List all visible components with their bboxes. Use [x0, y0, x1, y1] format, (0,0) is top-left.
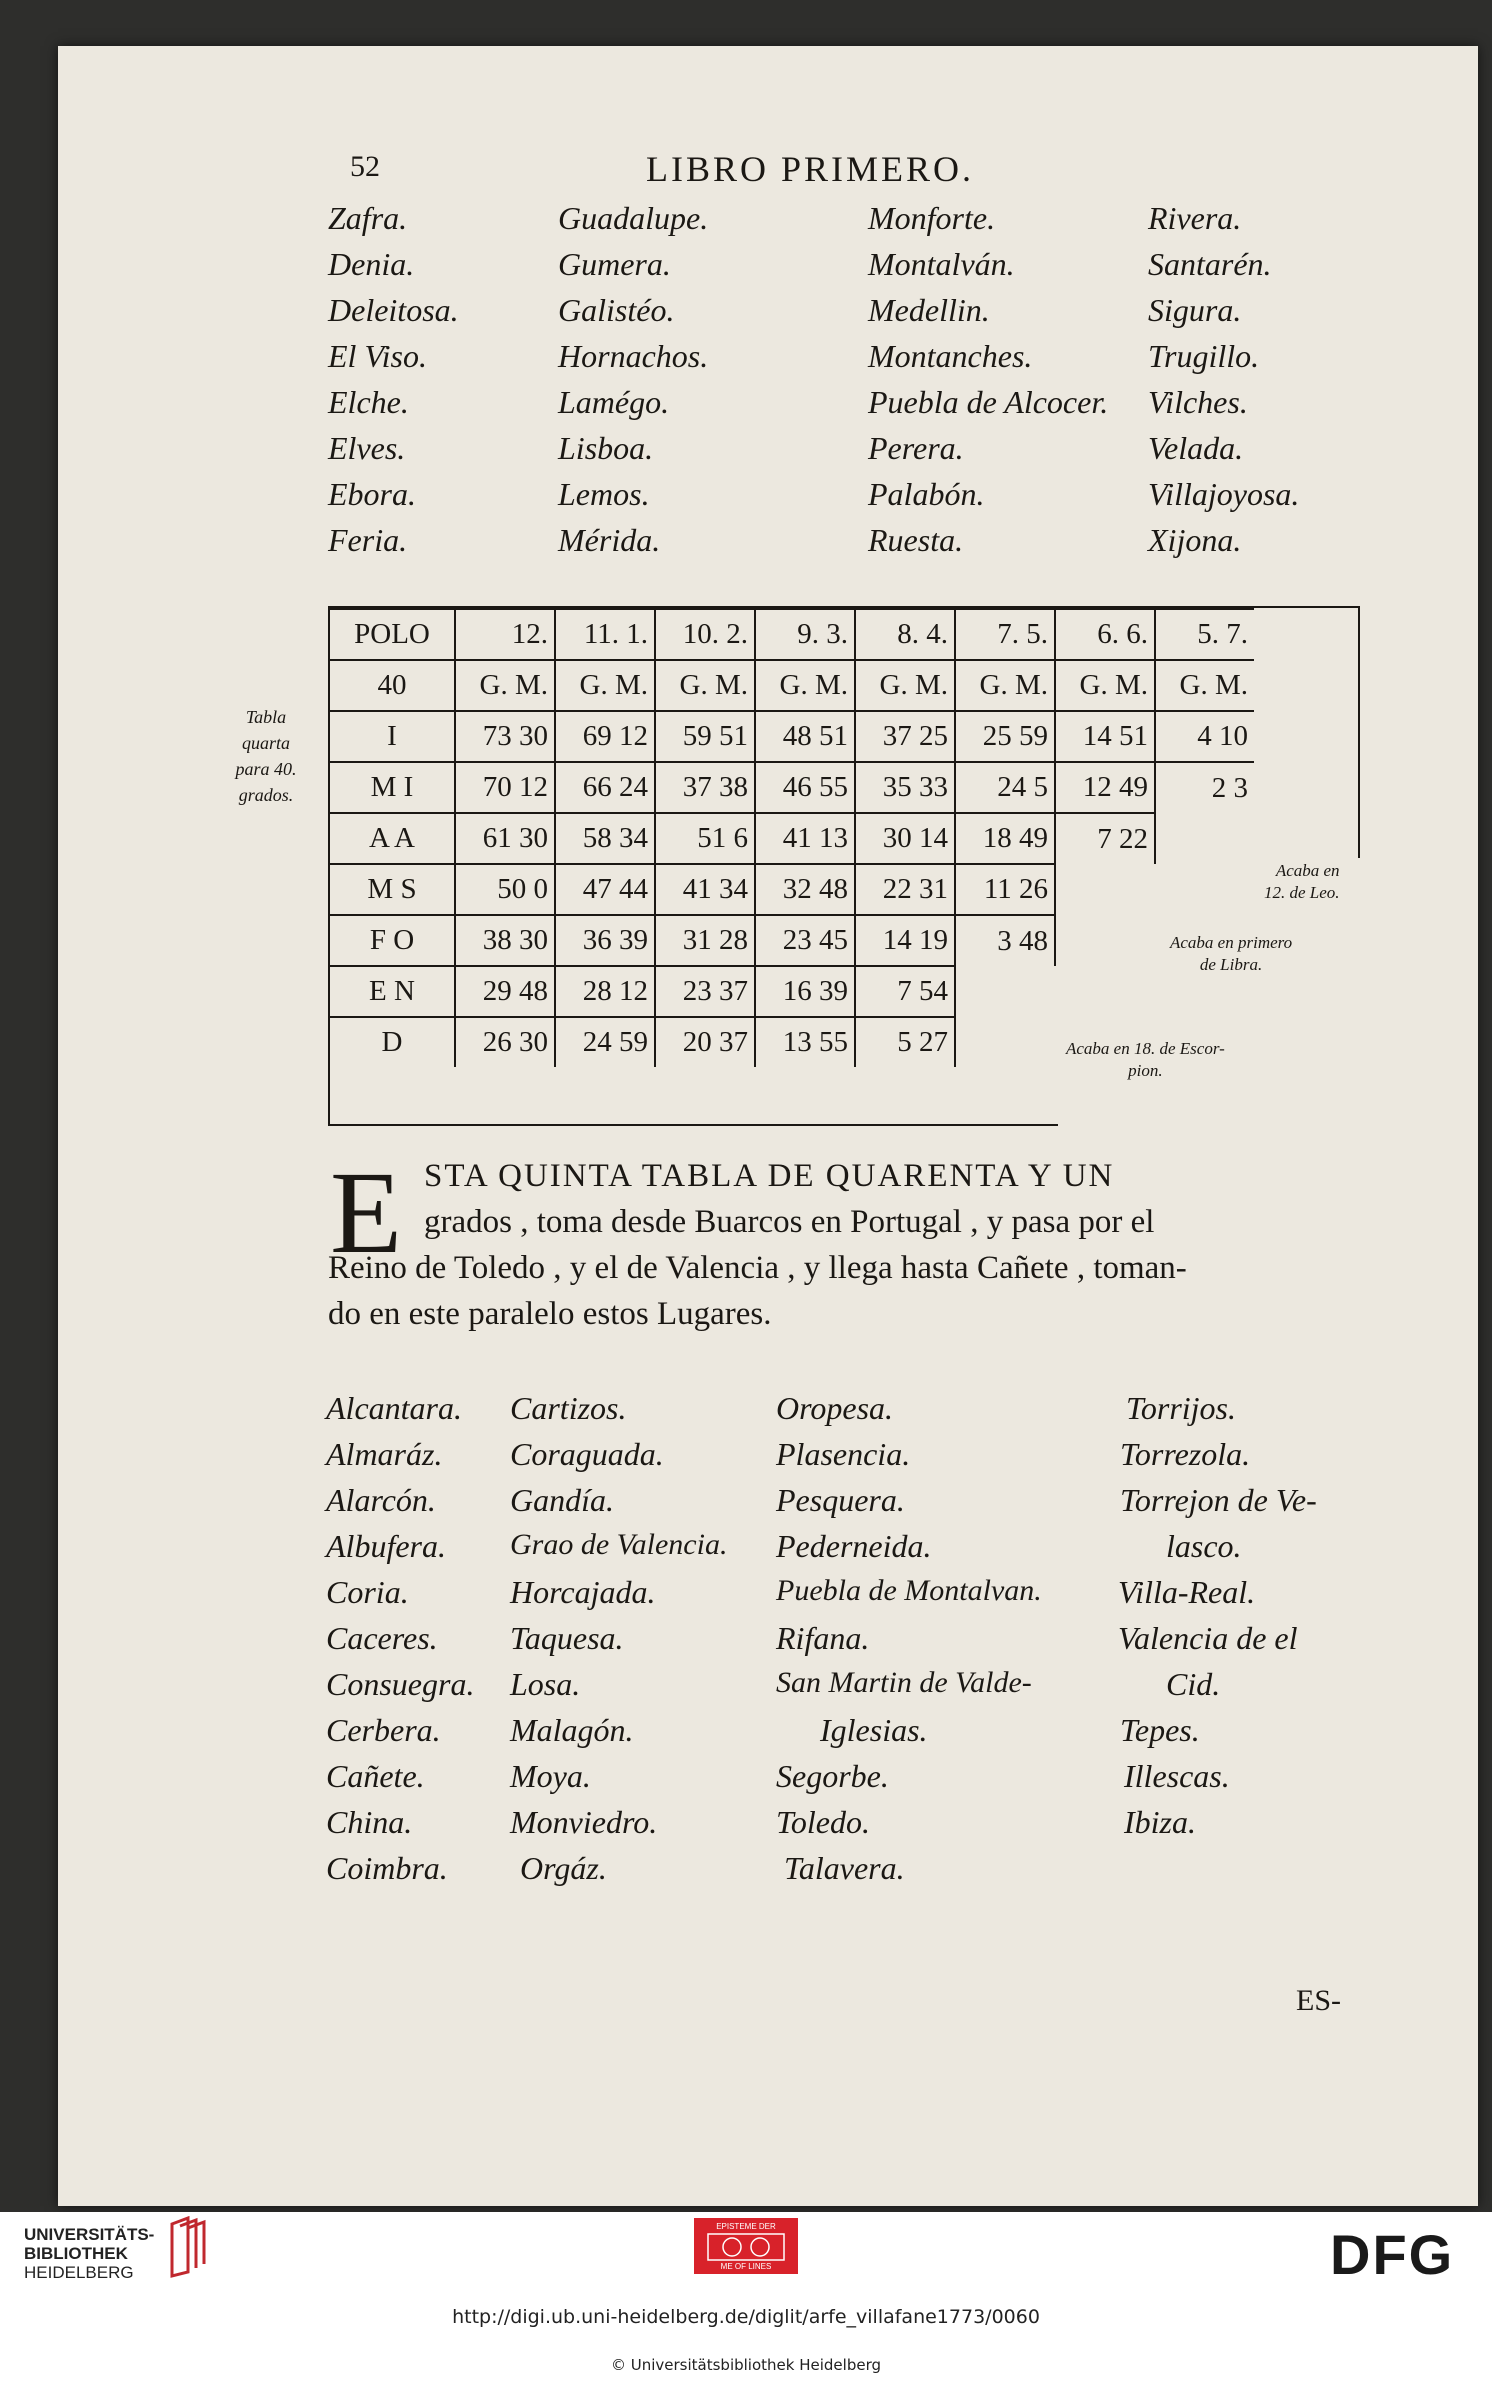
table-bottom-rule [328, 1124, 1058, 1126]
place-name: Ruesta. [868, 522, 964, 558]
episteme-logo[interactable] [694, 2218, 798, 2274]
place-name: Talavera. [784, 1850, 905, 1886]
table-cell: 32 48 [755, 864, 855, 915]
table-cell: 66 24 [555, 762, 655, 813]
place-name: Villajoyosa. [1148, 476, 1300, 512]
place-name: Medellin. [868, 292, 990, 328]
table-row-label: E N [330, 966, 455, 1017]
place-name: Caceres. [326, 1620, 438, 1656]
table-cell: 29 48 [455, 966, 555, 1017]
table-row [330, 966, 1254, 1017]
drop-cap: E [330, 1147, 403, 1278]
table-cell: 8. 4. [855, 609, 955, 660]
table-cell: 31 28 [655, 915, 755, 966]
table-cell: 12. [455, 609, 555, 660]
place-name: Ibiza. [1124, 1804, 1196, 1840]
table-cell: 5. 7. [1155, 609, 1254, 660]
table-header-cell: G. M. [955, 660, 1055, 711]
place-name: Cañete. [326, 1758, 425, 1794]
table-empty-cell [1155, 864, 1254, 915]
place-name: Zafra. [328, 200, 408, 236]
table-cell: 22 31 [855, 864, 955, 915]
place-name: Montanches. [868, 338, 1033, 374]
place-name: Santarén. [1148, 246, 1272, 282]
table-note-escorpion [1066, 1038, 1225, 1082]
table-row [330, 762, 1254, 813]
side-note-line: para 40. [235, 759, 297, 779]
place-name: Pesquera. [776, 1482, 905, 1518]
place-name: Torrijos. [1126, 1390, 1236, 1426]
place-name: Rifana. [776, 1620, 870, 1656]
place-name: Guadalupe. [558, 200, 709, 236]
place-name: Cartizos. [510, 1390, 627, 1426]
table-cell: 41 13 [755, 813, 855, 864]
place-name: Rivera. [1148, 200, 1242, 236]
table-cell: 50 0 [455, 864, 555, 915]
table-row [330, 813, 1254, 864]
table-cell: 20 37 [655, 1017, 755, 1067]
table-cell: 18 49 [955, 813, 1055, 864]
table-cell: 10. 2. [655, 609, 755, 660]
table-row-label: I [330, 711, 455, 762]
table-cell: 23 45 [755, 915, 855, 966]
note-line: Acaba en 18. de Escor- [1066, 1039, 1225, 1058]
table-note-libra [1170, 932, 1292, 976]
place-name: Gandía. [510, 1482, 614, 1518]
place-name: Malagón. [510, 1712, 634, 1748]
paragraph-line: do en este paralelo estos Lugares. [328, 1296, 772, 1332]
table-empty-cell [955, 966, 1055, 1017]
catchword: ES- [1296, 1984, 1341, 2017]
ub-logo-line: BIBLIOTHEK [24, 2244, 128, 2263]
place-name: Villa-Real. [1118, 1574, 1256, 1610]
paragraph-line: grados , toma desde Buarcos en Portugal , y pasa por el [424, 1204, 1155, 1240]
ub-logo-line: UNIVERSITÄTS- [24, 2225, 155, 2244]
table-row [330, 660, 1254, 711]
table-cell: 37 38 [655, 762, 755, 813]
table-cell: 7 22 [1055, 813, 1155, 864]
paragraph-line: STA QUINTA TABLA DE QUARENTA Y UN [424, 1158, 1115, 1194]
place-name: Pederneida. [776, 1528, 932, 1564]
place-name: Illescas. [1124, 1758, 1230, 1794]
table-cell: 58 34 [555, 813, 655, 864]
episteme-logo-text: ME OF LINES [720, 2262, 772, 2271]
side-note [214, 704, 318, 808]
table-header-cell: G. M. [655, 660, 755, 711]
table-row-label: M I [330, 762, 455, 813]
place-name: Feria. [328, 522, 408, 558]
table-cell: 3 48 [955, 915, 1055, 966]
place-name: Lisboa. [558, 430, 654, 466]
place-name: Torrejon de Ve- [1120, 1482, 1317, 1518]
place-name: Toledo. [776, 1804, 870, 1840]
ub-bookmark-icon [168, 2216, 208, 2278]
table-row [330, 711, 1254, 762]
note-line: de Libra. [1199, 955, 1263, 974]
place-name: Alarcón. [326, 1482, 436, 1518]
table-row-label: A A [330, 813, 455, 864]
table-empty-cell [1055, 915, 1155, 966]
place-name: Consuegra. [326, 1666, 475, 1702]
table-empty-cell [1155, 813, 1254, 864]
latitude-table [330, 608, 1254, 1067]
table-header-cell: G. M. [555, 660, 655, 711]
table-header-cell: G. M. [855, 660, 955, 711]
table-empty-cell [1055, 966, 1155, 1017]
place-name: Almaráz. [326, 1436, 443, 1472]
place-name: Vilches. [1148, 384, 1248, 420]
table-cell: 7. 5. [955, 609, 1055, 660]
note-line: Acaba en primero [1170, 933, 1293, 952]
place-name: Segorbe. [776, 1758, 889, 1794]
table-cell: 35 33 [855, 762, 955, 813]
table-cell: 41 34 [655, 864, 755, 915]
place-name: Cid. [1166, 1666, 1221, 1702]
table-cell: 61 30 [455, 813, 555, 864]
permalink-url[interactable]: http://digi.ub.uni-heidelberg.de/diglit/arfe_villafane1773/0060 [452, 2306, 1040, 2328]
side-note-line: Tabla [245, 707, 287, 727]
place-name: Puebla de Montalvan. [776, 1574, 1042, 1607]
place-name: Iglesias. [820, 1712, 928, 1748]
place-name: Gumera. [558, 246, 671, 282]
table-cell: 51 6 [655, 813, 755, 864]
table-empty-cell [1055, 864, 1155, 915]
place-name: Hornachos. [558, 338, 709, 374]
place-name: lasco. [1166, 1528, 1242, 1564]
place-name: Ebora. [328, 476, 416, 512]
table-cell: 14 51 [1055, 711, 1155, 762]
table-row-label: M S [330, 864, 455, 915]
note-line: pion. [1128, 1061, 1163, 1080]
table-right-rule [1358, 606, 1360, 858]
table-cell: 37 25 [855, 711, 955, 762]
table-cell: 13 55 [755, 1017, 855, 1067]
side-note-line: grados. [238, 785, 294, 805]
table-cell: 25 59 [955, 711, 1055, 762]
place-name: Perera. [868, 430, 964, 466]
table-cell: 24 59 [555, 1017, 655, 1067]
table-header-cell: G. M. [755, 660, 855, 711]
place-name: Grao de Valencia. [510, 1528, 728, 1561]
place-name: Albufera. [326, 1528, 446, 1564]
copyright-notice: © Universitätsbibliothek Heidelberg [610, 2356, 881, 2374]
place-name: Alcantara. [326, 1390, 462, 1426]
table-cell: 11 26 [955, 864, 1055, 915]
table-corner-bottom: 40 [330, 660, 455, 711]
place-name: Velada. [1148, 430, 1244, 466]
table-cell: 4 10 [1155, 711, 1254, 762]
place-name: Monforte. [868, 200, 996, 236]
table-note-leo [1264, 860, 1340, 904]
place-name: Taquesa. [510, 1620, 624, 1656]
table-cell: 28 12 [555, 966, 655, 1017]
place-name: Losa. [510, 1666, 581, 1702]
place-name: Galistéo. [558, 292, 675, 328]
table-cell: 73 30 [455, 711, 555, 762]
table-row [330, 864, 1254, 915]
place-name: Sigura. [1148, 292, 1242, 328]
place-name: Elche. [328, 384, 409, 420]
place-name: Elves. [328, 430, 406, 466]
table-row [330, 915, 1254, 966]
table-cell: 48 51 [755, 711, 855, 762]
table-row-label: F O [330, 915, 455, 966]
note-line: Acaba en [1275, 861, 1340, 880]
table-cell: 36 39 [555, 915, 655, 966]
ub-logo-line: HEIDELBERG [24, 2263, 134, 2282]
table-cell: 59 51 [655, 711, 755, 762]
place-name: Denia. [328, 246, 415, 282]
place-name: Tepes. [1120, 1712, 1200, 1748]
episteme-logo-text: EPISTEME DER [716, 2222, 776, 2231]
running-head: LIBRO PRIMERO. [646, 149, 975, 189]
page-number: 52 [350, 150, 380, 183]
place-name: Coraguada. [510, 1436, 664, 1472]
paragraph-line: Reino de Toledo , y el de Valencia , y llega hasta Cañete , toman- [328, 1250, 1187, 1286]
place-name: Monviedro. [510, 1804, 658, 1840]
table-cell: 38 30 [455, 915, 555, 966]
table-cell: 6. 6. [1055, 609, 1155, 660]
ub-heidelberg-logo[interactable] [24, 2225, 154, 2282]
table-cell: 2 3 [1155, 762, 1254, 813]
table-cell: 30 14 [855, 813, 955, 864]
table-cell: 14 19 [855, 915, 955, 966]
book-page [58, 46, 1478, 2206]
place-name: Horcajada. [510, 1574, 656, 1610]
place-name: Palabón. [868, 476, 985, 512]
table-corner-top: POLO [330, 609, 455, 660]
table-cell: 47 44 [555, 864, 655, 915]
place-name: Plasencia. [776, 1436, 911, 1472]
table-cell: 26 30 [455, 1017, 555, 1067]
place-name: Valencia de el [1118, 1620, 1298, 1656]
place-name: Coimbra. [326, 1850, 448, 1886]
side-note-line: quarta [241, 733, 290, 753]
table-cell: 11. 1. [555, 609, 655, 660]
table-cell: 16 39 [755, 966, 855, 1017]
table-empty-cell [955, 1017, 1055, 1067]
place-name: Trugillo. [1148, 338, 1260, 374]
table-cell: 9. 3. [755, 609, 855, 660]
place-name: Lemos. [558, 476, 650, 512]
place-name: Orgáz. [520, 1850, 607, 1886]
table-cell: 69 12 [555, 711, 655, 762]
place-name: San Martin de Valde- [776, 1666, 1032, 1699]
place-name: Cerbera. [326, 1712, 441, 1748]
place-name: China. [326, 1804, 413, 1840]
place-name: Moya. [510, 1758, 591, 1794]
place-name: Coria. [326, 1574, 409, 1610]
table-header-cell: G. M. [1055, 660, 1155, 711]
place-name: Torrezola. [1120, 1436, 1251, 1472]
table-row [330, 609, 1254, 660]
table-row-label: D [330, 1017, 455, 1067]
table-cell: 24 5 [955, 762, 1055, 813]
place-name: Lamégo. [558, 384, 670, 420]
dfg-logo[interactable]: DFG [1330, 2223, 1455, 2286]
place-name: Puebla de Alcocer. [868, 384, 1109, 420]
table-cell: 23 37 [655, 966, 755, 1017]
place-name: Oropesa. [776, 1390, 894, 1426]
table-cell: 46 55 [755, 762, 855, 813]
place-name: Xijona. [1148, 522, 1242, 558]
place-name: Deleitosa. [328, 292, 459, 328]
table-cell: 70 12 [455, 762, 555, 813]
place-name: Mérida. [558, 522, 661, 558]
table-header-cell: G. M. [455, 660, 555, 711]
note-line: 12. de Leo. [1264, 883, 1340, 902]
place-name: El Viso. [328, 338, 427, 374]
place-name: Montalván. [868, 246, 1015, 282]
table-cell: 5 27 [855, 1017, 955, 1067]
table-cell: 12 49 [1055, 762, 1155, 813]
table-header-cell: G. M. [1155, 660, 1254, 711]
table-cell: 7 54 [855, 966, 955, 1017]
